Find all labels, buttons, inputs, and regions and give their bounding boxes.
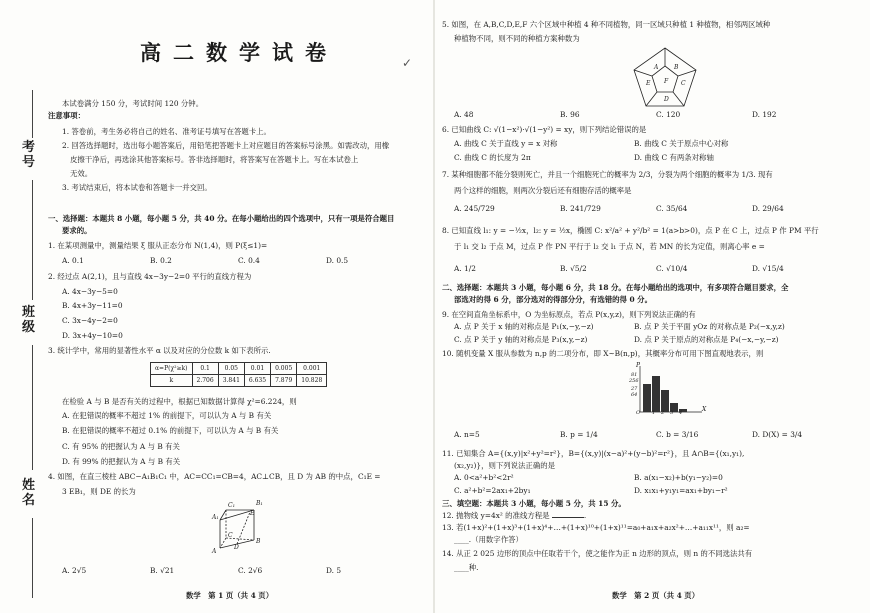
option-c: C. 曲线 C 的长度为 2π [454, 153, 531, 162]
exam-page-2 [436, 0, 870, 613]
option-d: D. 点 P 关于原点的对称点是 P₄(−x,−y,−z) [634, 335, 779, 344]
section-heading: 三、填空题：本题共 3 小题，每小题 5 分，共 15 分。 [442, 499, 626, 508]
option-c: C. 3x−4y−2=0 [62, 316, 118, 325]
prism-figure [212, 500, 280, 558]
region-label: E [646, 80, 651, 87]
table-cell: 10.828 [297, 375, 327, 387]
question-stem: 8. 已知直线 l₁: y = −½x，l₂: y = ½x，椭圆 C: x²/a² + y²/b² = 1(a>b>0)，点 P 在 C 上，过点 P 作 PM 平行 [442, 226, 819, 235]
prob-bar-1 [652, 376, 660, 412]
tick-label: 4 [679, 410, 683, 416]
table-cell: 0.1 [192, 363, 218, 375]
section-heading: 二、选择题：本题共 3 小题，每小题 6 分，共 18 分。在每小题给出的选项中，有多项符合题目要求，全 [442, 283, 789, 292]
region-label: B [674, 64, 679, 71]
binding-line [32, 518, 33, 598]
option-c: C. 35/64 [656, 204, 688, 213]
divider-line [673, 92, 684, 106]
region-label: D [664, 96, 669, 103]
option-b: B. 241/729 [560, 204, 601, 213]
option-b: B. a(x₁−x₂)+b(y₁−y₂)=0 [634, 473, 723, 482]
table-cell: 3.841 [218, 375, 244, 387]
option-d: D. 3x+4y−10=0 [62, 331, 123, 340]
option-c: C. a²+b²=2ax₁+2by₁ [454, 486, 531, 495]
region-label: C [681, 80, 686, 87]
binomial-bar-chart [630, 362, 706, 418]
binding-line [32, 90, 33, 138]
region-label: F [664, 78, 669, 85]
vertex-label: B₁ [256, 500, 263, 507]
question-stem: 两个这样的细胞，则两次分裂后还有细胞存活的概率是 [454, 186, 632, 195]
option-d: D. √15/4 [752, 264, 784, 273]
intro-line: 本试卷满分 150 分，考试时间 120 分钟。 [62, 99, 204, 108]
exam-number-label: 考 号 [22, 140, 36, 170]
name-label: 姓 名 [22, 478, 36, 508]
question-stem: 3. 统计学中，常用的显著性水平 α 以及对应的分位数 k 如下表所示. [48, 346, 271, 355]
tick-label: 2 [661, 410, 665, 416]
note-line: 3. 考试结束后，将本试卷和答题卡一并交回。 [62, 183, 212, 192]
vertex-label: E [250, 510, 255, 517]
question-stem: 7. 某种细胞都不能分裂则死亡，并且一个细胞死亡的概率为 2/3，分裂为两个细胞的概率为 1/3. 现有 [442, 170, 773, 179]
note-line: 无效。 [70, 169, 93, 178]
divider-line [634, 70, 652, 76]
exam-page-1 [0, 0, 432, 613]
table-cell: 2.706 [192, 375, 218, 387]
section-heading: 要求的。 [62, 226, 92, 235]
option-b: B. p = 1/4 [560, 430, 598, 439]
section-heading: 部选对的得 6 分，部分选对的得部分分，有选错的得 0 分。 [454, 295, 652, 304]
question-stem: 于 l₁ 交 l₂ 于点 M，过点 P 作 PN 平行于 l₂ 交 l₁ 于点 N，若 MN 的长为定值，则离心率 e = [454, 242, 765, 251]
table-cell: 0.001 [297, 363, 327, 375]
option-d: D. 29/64 [752, 204, 784, 213]
option-a: A. 4x−3y−5=0 [62, 287, 118, 296]
question-stem: 1. 在某项测量中，测量结果 ξ 服从正态分布 N(1,4)，则 P(ξ≤1)= [48, 241, 268, 250]
option-a: A. 点 P 关于 x 轴的对称点是 P₁(x,−y,−z) [454, 322, 594, 331]
pen-mark-icon: ✓ [402, 56, 413, 70]
question-stem: 种植物不同，则不同的种植方案种数为 [454, 34, 580, 43]
question-text: 在检验 A 与 B 是否有关的过程中，根据已知数据计算得 χ²=6.224，则 [62, 397, 297, 406]
option-b: B. √5/2 [560, 264, 587, 273]
option-b: B. √21 [150, 566, 175, 575]
question-stem: 11. 已知集合 A={(x,y)|x²+y²=r²}，B={(x,y)|(x−a)²+(y−b)²=r²}，且 A∩B={(x₁,y₁), [442, 449, 745, 458]
question-stem: 3 EB₁，则 DE 的长为 [62, 487, 136, 496]
option-b: B. 96 [560, 110, 580, 119]
question-stem: 9. 在空间直角坐标系中，O 为坐标原点，若点 P(x,y,z)，则下列说法正确的有 [442, 310, 696, 319]
tick-label: 1 [652, 410, 656, 416]
question-stem: 2. 经过点 A(2,1)，且与直线 4x−3y−2=0 平行的直线方程为 [48, 272, 252, 281]
vertex-label: C [228, 532, 233, 539]
question-stem: 5. 如图，在 A,B,C,D,E,F 六个区域中种植 4 种不同植物，同一区域只种植 1 种植物，相邻两区域种 [442, 20, 771, 29]
option-a: A. 曲线 C 关于直线 y = x 对称 [454, 139, 558, 148]
option-d: D. 曲线 C 有两条对称轴 [634, 153, 714, 162]
tick-label: 256 [629, 378, 639, 384]
prob-bar-0 [643, 384, 651, 412]
answer-blank[interactable] [552, 511, 584, 518]
option-c: C. 2√6 [238, 566, 263, 575]
option-b: B. 点 P 关于平面 yOz 的对称点是 P₂(−x,y,z) [634, 322, 785, 331]
note-line: 2. 回答选择题时，选出每小题答案后，用铅笔把答题卡上对应题目的答案标号涂黑。如需改动，用橡 [62, 141, 390, 150]
question-stem: 4. 如图，在直三棱柱 ABC−A₁B₁C₁ 中，AC=CC₁=CB=4，AC⊥CB，且 D 为 AB 的中点，C₁E = [48, 472, 381, 481]
option-a: A. 245/729 [454, 204, 495, 213]
question-stem: 14. 从正 2 025 边形的顶点中任取若干个，使之能作为正 n 边形的顶点，则 n 的不同选法共有 [442, 549, 753, 558]
question-stem: ____.（用数字作答） [454, 535, 523, 544]
option-d: D. 192 [752, 110, 777, 119]
option-b: B. 曲线 C 关于原点中心对称 [634, 139, 729, 148]
binding-line [32, 345, 33, 470]
table-cell: 7.879 [271, 375, 297, 387]
question-stem: 10. 随机变量 X 服从参数为 n,p 的二项分布，即 X~B(n,p)，其概率分布可用下图直观地表示，则 [442, 349, 764, 358]
option-c: C. 有 95% 的把握认为 A 与 B 有关 [62, 442, 180, 451]
option-d: D. 有 99% 的把握认为 A 与 B 有关 [62, 457, 181, 466]
option-c: C. 0.4 [238, 256, 260, 265]
question-stem: 13. 若(1+x)²+(1+x)³+(1+x)⁴+…+(1+x)¹⁰+(1+x)¹¹=a₀+a₁x+a₂x²+…+a₁₁x¹¹，则 a₂= [442, 523, 750, 532]
axis-label: P [636, 362, 641, 369]
question-stem: (x₂,y₂)}，则下列说法正确的是 [454, 461, 555, 470]
option-a: A. 2√5 [62, 566, 87, 575]
table-cell: 0.01 [244, 363, 270, 375]
table-cell: 0.05 [218, 363, 244, 375]
vertex-label: B [256, 538, 261, 545]
note-line: 1. 答卷前，考生务必将自己的姓名、准考证号填写在答题卡上。 [62, 127, 271, 136]
question-stem: 6. 已知曲线 C: √(1−x²)·√(1−y²) = xy，则下列结论错误的是 [442, 125, 647, 134]
class-label: 班 级 [22, 305, 36, 335]
section-heading: 一、选择题：本题共 8 小题，每小题 5 分，共 40 分。在每小题给出的四个选项中，只有一项是符合题目 [48, 214, 395, 223]
option-b: B. 0.2 [150, 256, 172, 265]
tick-label: 3 [670, 410, 674, 416]
table-row [151, 375, 327, 387]
tick-label: O [636, 410, 641, 416]
option-a: A. 0.1 [62, 256, 84, 265]
option-d: D. 5 [326, 566, 342, 575]
option-d: D. D(X) = 3/4 [752, 430, 803, 439]
vertex-label: A [212, 548, 217, 555]
option-a: A. 在犯错误的概率不超过 1% 的前提下，可以认为 A 与 B 有关 [62, 411, 272, 420]
prob-bar-2 [661, 390, 669, 412]
option-a: A. 0<a²+b²<2r² [454, 473, 514, 482]
option-a: A. 48 [454, 110, 474, 119]
table-cell: k [151, 375, 193, 387]
option-b: B. 4x+3y−11=0 [62, 301, 123, 310]
option-c: C. 120 [656, 110, 681, 119]
vertex-label: C₁ [228, 502, 235, 509]
divider-line [646, 92, 657, 106]
critical-value-table [150, 362, 327, 387]
table-cell: 6.635 [244, 375, 270, 387]
tick-label: 81 [631, 372, 638, 378]
tick-label: 64 [631, 392, 638, 398]
option-c: C. b = 3/16 [656, 430, 699, 439]
note-line: 皮擦干净后，再选涂其他答案标号。答非选择题时，将答案写在答题卡上。写在本试卷上 [70, 155, 359, 164]
option-a: A. 1/2 [454, 264, 476, 273]
binding-line [32, 180, 33, 300]
table-row [151, 363, 327, 375]
option-d: D. x₁x₁+y₁y₁=ax₁+by₁−r² [634, 486, 728, 495]
option-b: B. 在犯错误的概率不超过 0.1% 的前提下，可以认为 A 与 B 有关 [62, 426, 279, 435]
vertex-label: D [234, 544, 239, 551]
tick-label: 27 [631, 386, 638, 392]
table-cell: 0.005 [271, 363, 297, 375]
question-stem: 12. 抛物线 y=4x² 的准线方程是 . [442, 511, 587, 520]
option-a: A. n=5 [454, 430, 480, 439]
page-fold [433, 0, 435, 613]
axis-label: X [702, 406, 707, 413]
divider-line [678, 70, 696, 76]
region-label: A [654, 64, 659, 71]
option-d: D. 0.5 [326, 256, 349, 265]
page-footer: 数学 第 2 页（共 4 页） [612, 591, 700, 600]
option-c: C. 点 P 关于 y 轴的对称点是 P₃(x,y,−z) [454, 335, 588, 344]
notes-heading: 注意事项： [48, 111, 85, 120]
table-cell: α=P(χ²≥k) [151, 363, 193, 375]
page-footer: 数学 第 1 页（共 4 页） [186, 591, 274, 600]
exam-title: 高二数学试卷 [140, 40, 338, 65]
question-stem: ____种. [454, 563, 479, 572]
option-c: C. √10/4 [656, 264, 688, 273]
vertex-label: A₁ [212, 514, 219, 521]
